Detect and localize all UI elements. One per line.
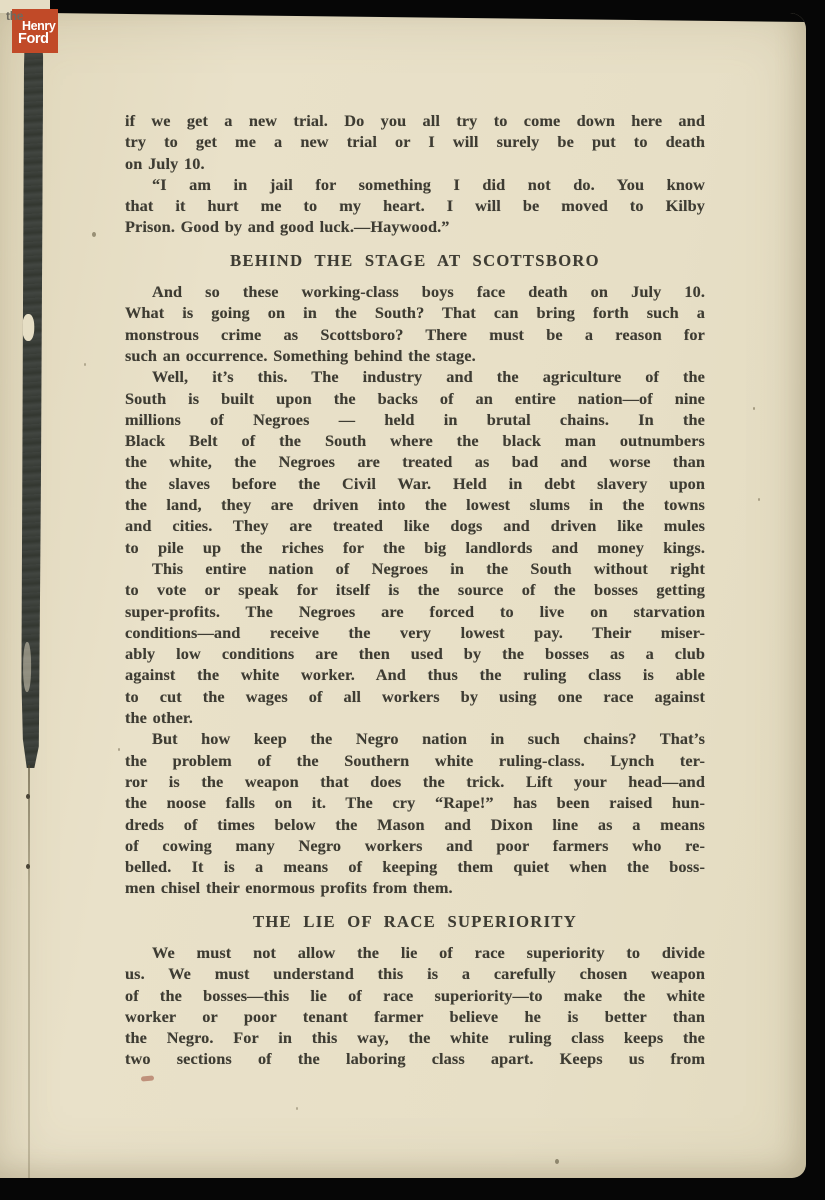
- text-line: ably low conditions are then used by the bosses as a club: [125, 644, 705, 664]
- text-line: the land, they are driven into the lowest slums in the towns: [125, 495, 705, 515]
- text-line: the problem of the Southern white ruling-class. Lynch ter-: [125, 750, 705, 770]
- text-line: the Negro. For in this way, the white ruling class keeps the: [125, 1028, 705, 1048]
- text-line: super-profits. The Negroes are forced to live on starvation: [125, 601, 705, 621]
- section-heading: BEHIND THE STAGE AT SCOTTSBORO: [230, 250, 600, 270]
- text-line: on July 10.: [125, 153, 205, 173]
- text-line: ror is the weapon that does the trick. Lift your head—and: [125, 771, 705, 791]
- text-line: South is built upon the backs of an entire nation—of nine: [125, 388, 705, 408]
- text-line: We must not allow the lie of race superiority to divide: [152, 942, 705, 962]
- text-block: [125, 110, 705, 1070]
- text-line: monstrous crime as Scottsboro? There must be a reason for: [125, 324, 705, 344]
- text-line: men chisel their enormous profits from them.: [125, 878, 453, 898]
- text-line: the other.: [125, 708, 193, 728]
- text-line: two sections of the laboring class apart. Keeps us from: [125, 1049, 705, 1069]
- text-line: try to get me a new trial or I will surely be put to death: [125, 132, 705, 152]
- text-line: What is going on in the South? That can bring forth such a: [125, 303, 705, 323]
- text-line: millions of Negroes — held in brutal chains. In the: [125, 409, 705, 429]
- text-line: conditions—and receive the very lowest pay. Their miser-: [125, 622, 705, 642]
- red-pencil-mark: [141, 1075, 154, 1081]
- stitch-dot: [26, 794, 30, 799]
- text-line: to vote or speak for itself is the source of the bosses getting: [125, 580, 705, 600]
- text-line: dreds of times below the Mason and Dixon line as a means: [125, 814, 705, 834]
- binding-tape-break: [22, 314, 34, 341]
- text-line: Well, it’s this. The industry and the agriculture of the: [152, 367, 705, 387]
- text-line: of cowing many Negro workers and poor farmers who re-: [125, 835, 705, 855]
- binding-tape: [21, 46, 44, 768]
- scanned-page: [0, 13, 806, 1178]
- text-line: belled. It is a means of keeping them quiet when the boss-: [125, 857, 705, 877]
- stitch-dot: [26, 864, 30, 869]
- binding-tape-wear: [23, 642, 31, 692]
- text-line: if we get a new trial. Do you all try to come down here and: [125, 111, 705, 130]
- text-line: Black Belt of the South where the black man outnumbers: [125, 431, 705, 451]
- text-line: But how keep the Negro nation in such chains? That’s: [152, 729, 705, 749]
- henry-ford-logo: [6, 9, 58, 53]
- text-line: “I am in jail for something I did not do. You know: [152, 174, 705, 194]
- logo-word-henry: Henry: [22, 19, 56, 33]
- text-line: us. We must understand this is a carefully chosen weapon: [125, 964, 705, 984]
- text-line: the white, the Negroes are treated as bad and worse than: [125, 452, 705, 472]
- text-line: Prison. Good by and good luck.—Haywood.”: [125, 217, 450, 237]
- text-line: the slaves before the Civil War. Held in debt slavery upon: [125, 473, 705, 493]
- text-line: This entire nation of Negroes in the South without right: [152, 558, 705, 578]
- text-line: worker or poor tenant farmer believe he is better than: [125, 1006, 705, 1026]
- text-line: to cut the wages of all workers by using one race against: [125, 686, 705, 706]
- text-line: the noose falls on it. The cry “Rape!” has been raised hun-: [125, 793, 705, 813]
- logo-word-ford: Ford: [18, 31, 49, 47]
- binding-crease-line: [28, 765, 30, 1178]
- text-line: that it hurt me to my heart. I will be moved to Kilby: [125, 196, 705, 216]
- text-line: and cities. They are treated like dogs and driven like mules: [125, 516, 705, 536]
- text-line: against the white worker. And thus the ruling class is able: [125, 665, 705, 685]
- paper-specks: [0, 13, 2, 16]
- text-line: And so these working-class boys face death on July 10.: [152, 282, 705, 302]
- text-line: of the bosses—this lie of race superiority—to make the white: [125, 985, 705, 1005]
- section-heading: THE LIE OF RACE SUPERIORITY: [252, 911, 578, 931]
- page-top-edge-shadow: [48, 13, 806, 22]
- text-line: to pile up the riches for the big landlords and money kings.: [125, 537, 705, 557]
- text-line: such an occurrence. Something behind the stage.: [125, 345, 476, 365]
- logo-word-the: the: [6, 9, 24, 23]
